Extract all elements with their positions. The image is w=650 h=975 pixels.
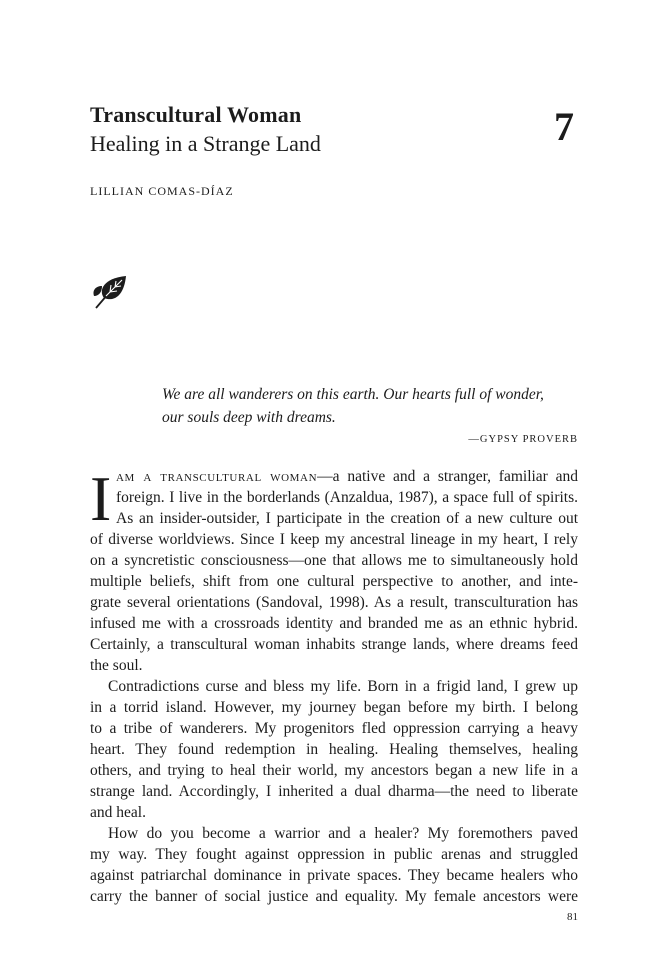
body-line: carry the banner of social justice and equality. My female ancestors were xyxy=(90,888,578,905)
body-line: Contradictions curse and bless my life. Born in a frigid land, I grew up xyxy=(108,678,578,695)
body-text xyxy=(90,463,579,907)
body-line: heart. They found redemption in healing. Healing themselves, healing xyxy=(90,741,578,758)
body-line: How do you become a warrior and a healer? My foremothers paved xyxy=(108,825,578,842)
body-line: against patriarchal dominance in private spaces. They became healers who xyxy=(90,867,578,884)
smallcaps-lead: am a transcultural woman xyxy=(116,468,318,485)
chapter-title: Transcultural Woman xyxy=(90,102,302,127)
epigraph xyxy=(162,383,582,429)
body-line: of diverse worldviews. Since I keep my ancestral lineage in my heart, I rely xyxy=(90,531,578,548)
epigraph-attribution: —GYPSY PROVERB xyxy=(468,434,578,445)
page-number: 81 xyxy=(567,911,578,923)
body-line: others, and trying to heal their world, my ancestors began a new life in a xyxy=(90,762,578,779)
paragraph xyxy=(90,823,578,907)
drop-cap: I xyxy=(90,463,112,534)
body-line: As an insider-outsider, I participate in the creation of a new culture out xyxy=(116,510,578,527)
chapter-author: LILLIAN COMAS-DÍAZ xyxy=(90,184,234,198)
body-line: foreign. I live in the borderlands (Anzaldua, 1987), a space full of spirits. xyxy=(116,489,578,506)
body-line: grate several orientations (Sandoval, 1998). As a result, transculturation has xyxy=(90,594,578,611)
body-line: in a torrid island. However, my journey began before my birth. I belong xyxy=(90,699,578,716)
body-line xyxy=(90,466,578,487)
leaf-icon xyxy=(90,272,130,312)
opening-paragraph xyxy=(90,463,579,676)
epigraph-line: our souls deep with dreams. xyxy=(162,409,336,426)
body-line: infused me with a crossroads identity and branded me as an ethnic hybrid. xyxy=(90,615,578,632)
chapter-number: 7 xyxy=(554,104,574,149)
body-line: on a syncretistic consciousness—one that allows me to simultaneously hold xyxy=(90,552,578,569)
body-line: strange land. Accordingly, I inherited a dual dharma—the need to liberate xyxy=(90,783,578,800)
body-line: multiple beliefs, shift from one cultural perspective to another, and inte- xyxy=(90,573,578,590)
body-line: to a tribe of wanderers. My progenitors fled oppression carrying a heavy xyxy=(90,720,578,737)
body-line: Certainly, a transcultural woman inhabits strange lands, where dreams feed xyxy=(90,636,578,653)
body-line: and heal. xyxy=(90,804,146,821)
chapter-subtitle: Healing in a Strange Land xyxy=(90,131,321,156)
epigraph-line: We are all wanderers on this earth. Our hearts full of wonder, xyxy=(162,386,544,403)
body-line-text: —a native and a stranger, familiar and xyxy=(317,468,579,485)
body-line: my way. They fought against oppression in public arenas and struggled xyxy=(90,846,578,863)
paragraph xyxy=(90,676,578,823)
body-line: the soul. xyxy=(90,657,143,674)
